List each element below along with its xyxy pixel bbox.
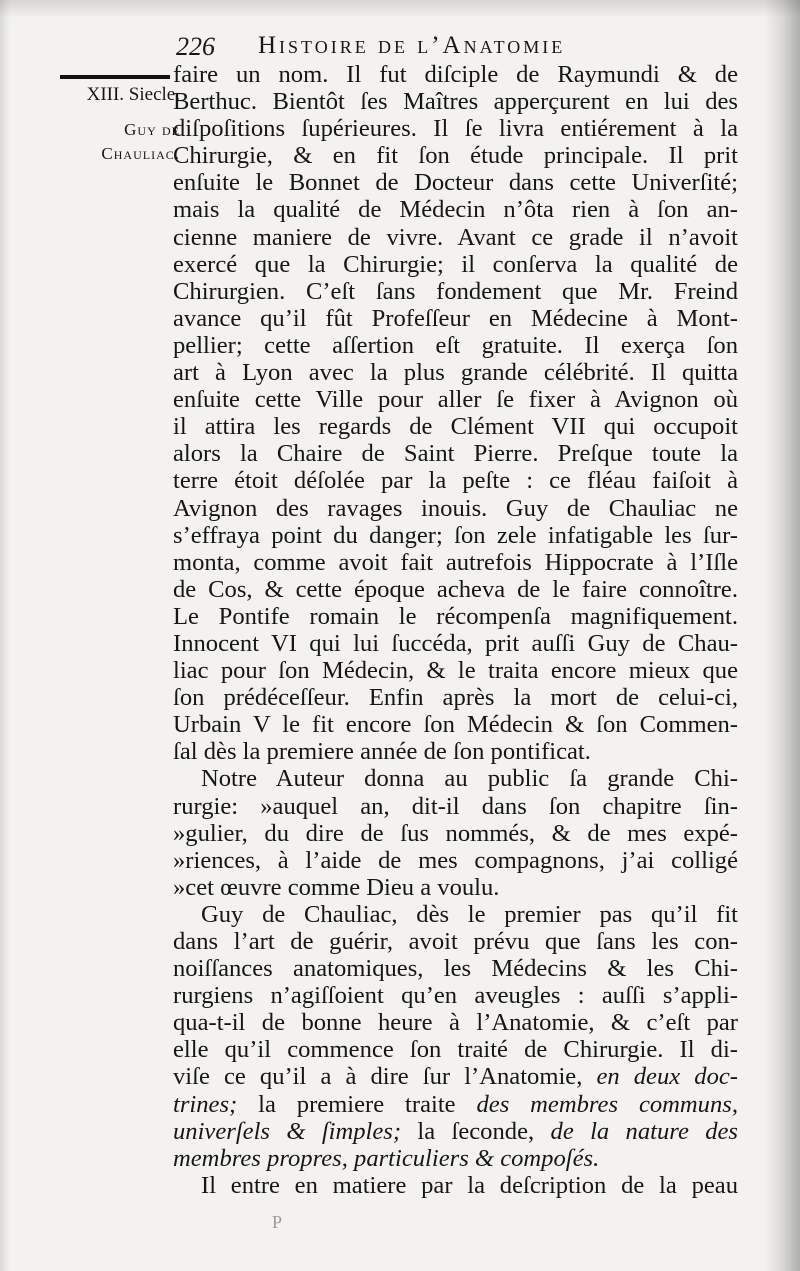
text-line-mixed — [173, 1118, 738, 1145]
text-italic: univerſels & ſimples; — [173, 1117, 402, 1145]
text-line: »riences, à l’aide de mes compagnons, j’ai colligé — [173, 846, 738, 874]
text-line: dans l’art de guérir, avoit prévu que ſans les con- — [173, 928, 738, 955]
text-line: »gulier, du dire de ſus nommés, & de mes expé- — [173, 819, 738, 847]
margin-note-century: XIII. Siecle. — [86, 84, 180, 105]
text-line-mixed — [173, 1063, 738, 1090]
text-line: Avignon des ravages inouis. Guy de Chauliac ne — [173, 494, 738, 522]
text-line: alors la Chaire de Saint Pierre. Preſque toute la — [173, 440, 738, 468]
body-text — [173, 61, 738, 1199]
text-line: diſpoſitions ſupérieures. Il ſe livra entiérement à la — [173, 115, 738, 143]
text-line: pellier; cette aſſertion eſt gratuite. Il exerça ſon — [173, 331, 738, 359]
text-roman: viſe ce qu’il a à dire ſur l’Anatomie, — [173, 1063, 583, 1091]
text-line: monta, comme avoit fait autrefois Hippocrate à l’Iſle — [173, 548, 738, 576]
text-line: Chirurgie, & en fit ſon étude principale. Il prit — [173, 142, 738, 170]
margin-note-name-2: Chauliac. — [101, 144, 180, 163]
text-line: il attira les regards de Clément VII qui occupoit — [173, 413, 738, 441]
text-italic: de la nature des — [550, 1117, 738, 1145]
text-line: rurgiens n’agiſſoient qu’en aveugles : auſſi s’appli- — [173, 982, 738, 1010]
page-number: 226 — [176, 32, 215, 61]
text-line: mais la qualité de Médecin n’ôta rien à ſon an- — [173, 196, 738, 224]
text-line: rurgie: »auquel an, dit-il dans ſon chapitre ſin- — [173, 792, 738, 820]
text-line: qua-t-il de bonne heure à l’Anatomie, & c’eſt par — [173, 1009, 738, 1037]
margin-note-name-1: Guy de — [124, 120, 180, 139]
text-line: elle qu’il commence ſon traité de Chirurgie. Il di- — [173, 1036, 738, 1064]
text-line: ſal dès la premiere année de ſon pontificat. — [173, 738, 591, 766]
text-line: enſuite le Bonnet de Docteur dans cette Univerſité; — [173, 169, 738, 197]
text-line: liac pour ſon Médecin, & le traita encore mieux que — [173, 657, 738, 685]
running-title: Histoire de l’Anatomie — [258, 32, 566, 59]
page-top-shadow — [0, 0, 800, 18]
page-left-shadow — [0, 0, 10, 1271]
text-line-mixed — [173, 1091, 738, 1118]
text-line: Le Pontife romain le récompenſa magnifiquement. — [173, 602, 738, 630]
text-line: Notre Auteur donna au public ſa grande Chi- — [201, 765, 738, 793]
text-line: »cet œuvre comme Dieu a voulu. — [173, 873, 500, 901]
text-roman: la ſeconde, — [417, 1117, 535, 1145]
text-italic: des membres communs, — [476, 1090, 738, 1118]
margin-note — [50, 80, 180, 164]
text-line: de Cos, & cette époque acheva de le faire connoître. — [173, 575, 738, 603]
text-line: Chirurgien. C’eſt ſans fondement que Mr. Freind — [173, 277, 738, 305]
text-line: Berthuc. Bientôt ſes Maîtres apperçurent en lui des — [173, 88, 738, 116]
text-line: avance qu’il fût Profeſſeur en Médecine à Mont- — [173, 304, 738, 332]
text-line: enſuite cette Ville pour aller ſe fixer à Avignon où — [173, 386, 738, 414]
page-gutter-shadow — [764, 0, 800, 1271]
text-italic: en deux doc- — [596, 1063, 738, 1091]
text-line: membres propres, particuliers & compoſés. — [173, 1144, 600, 1172]
text-line: art à Lyon avec la plus grande célébrité. Il quitta — [173, 359, 738, 387]
text-italic: trines; — [173, 1090, 238, 1118]
text-line: Guy de Chauliac, dès le premier pas qu’il fit — [201, 900, 738, 928]
footer-mark: P — [272, 1212, 283, 1232]
text-line: Il entre en matiere par la deſcription de la peau — [201, 1171, 738, 1199]
margin-rule — [60, 75, 170, 79]
text-line: Urbain V le fit encore ſon Médecin & ſon Commen- — [173, 711, 738, 739]
text-line: terre étoit déſolée par la peſte : ce fléau faiſoit à — [173, 467, 738, 495]
text-line: faire un nom. Il fut diſciple de Raymundi & de — [173, 61, 738, 88]
text-line: s’effraya point du danger; ſon zele infatigable les ſur- — [173, 521, 738, 549]
text-roman: la premiere traite — [258, 1090, 456, 1118]
text-line: noiſſances anatomiques, les Médecins & les Chi- — [173, 955, 738, 983]
text-line: Innocent VI qui lui ſuccéda, prit auſſi Guy de Chau- — [173, 629, 738, 657]
text-line: ſon prédéceſſeur. Enfin après la mort de celui-ci, — [173, 684, 738, 712]
text-line: exercé que la Chirurgie; il conſerva la qualité de — [173, 250, 738, 278]
text-line: cienne maniere de vivre. Avant ce grade il n’avoit — [173, 223, 738, 251]
running-head — [176, 26, 736, 66]
